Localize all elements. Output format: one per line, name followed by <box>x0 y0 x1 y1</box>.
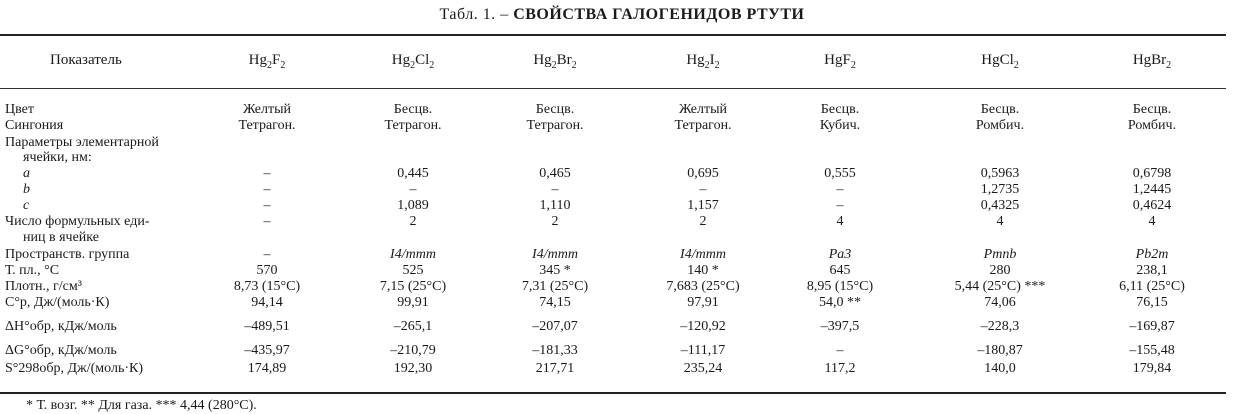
bottom-rule <box>0 392 1226 394</box>
table-cell: –228,3 <box>980 319 1020 334</box>
table-cell: –120,92 <box>680 319 726 334</box>
table-cell: 192,30 <box>393 361 433 376</box>
row-label: C°p, Дж/(моль·К) <box>5 295 110 310</box>
table-cell: 1,157 <box>687 198 719 213</box>
table-cell: 5,44 (25°C) *** <box>954 279 1046 294</box>
table-cell: 4 <box>1148 214 1156 229</box>
table-cell: –155,48 <box>1129 343 1175 358</box>
table-cell: 0,4624 <box>1132 198 1172 213</box>
header-compound-4: $Hg_2I_2$ <box>686 52 720 71</box>
row-label: Число формульных еди- <box>5 214 150 229</box>
table-cell: Тетрагон. <box>238 118 296 133</box>
table-cell: – <box>836 198 844 213</box>
table-cell: 7,15 (25°C) <box>379 279 447 294</box>
table-cell: 74,15 <box>539 295 571 310</box>
table-cell: Ромбич. <box>975 118 1025 133</box>
header-compound-3: $Hg_2Br_2$ <box>533 52 577 71</box>
table-cell: Ромбич. <box>1127 118 1177 133</box>
table-cell: 4 <box>996 214 1004 229</box>
table-cell: – <box>551 182 559 197</box>
footnote: * Т. возг. ** Для газа. *** 4,44 (280°С). <box>26 398 257 413</box>
table-cell: –169,87 <box>1129 319 1175 334</box>
table-cell: –181,33 <box>532 343 578 358</box>
table-cell: –111,17 <box>680 343 726 358</box>
table-number: Табл. 1. <box>439 6 496 23</box>
table-cell: – <box>836 182 844 197</box>
table-cell: I4/mmm <box>532 247 578 262</box>
table-cell: 99,91 <box>397 295 429 310</box>
header-compound-2: $Hg_2Cl_2$ <box>391 52 435 71</box>
row-label: ΔG°обр, кДж/моль <box>5 343 117 358</box>
row-label: Пространств. группа <box>5 247 130 262</box>
table-cell: 1,2735 <box>980 182 1020 197</box>
header-param: Показатель <box>50 52 122 68</box>
table-cell: Тетрагон. <box>674 118 732 133</box>
table-cell: 238,1 <box>1136 263 1168 278</box>
table-cell: 2 <box>551 214 559 229</box>
row-label: c <box>23 198 30 213</box>
table-cell: –397,5 <box>820 319 860 334</box>
table-cell: 525 <box>402 263 424 278</box>
row-label: Параметры элементарной <box>5 135 159 150</box>
table-cell: 280 <box>989 263 1011 278</box>
table-cell: – <box>699 182 707 197</box>
table-cell: 179,84 <box>1132 361 1172 376</box>
table-cell: 1,110 <box>539 198 571 213</box>
header-compound-5: HgF$_2$ <box>824 52 856 71</box>
row-label: Цвет <box>5 102 34 117</box>
table-cell: 4 <box>836 214 844 229</box>
row-label: Т. пл., °С <box>5 263 60 278</box>
table-cell: 0,5963 <box>980 166 1020 181</box>
table-cell: 94,14 <box>251 295 283 310</box>
table-cell: 0,555 <box>824 166 856 181</box>
table-cell: 570 <box>256 263 278 278</box>
table-cell: – <box>836 343 844 358</box>
row-label: S°298обр, Дж/(моль·К) <box>5 361 143 376</box>
table-cell: Pa3 <box>828 247 852 262</box>
table-cell: –207,07 <box>532 319 578 334</box>
table-cell: 217,71 <box>535 361 575 376</box>
table-cell: 0,6798 <box>1132 166 1172 181</box>
table-cell: – <box>263 247 271 262</box>
table-cell: 0,445 <box>397 166 429 181</box>
row-label: Сингония <box>5 118 64 133</box>
table-cell: 140,0 <box>984 361 1016 376</box>
table-cell: 97,91 <box>687 295 719 310</box>
table-cell: 0,4325 <box>980 198 1020 213</box>
table-cell: Кубич. <box>819 118 861 133</box>
table-cell: – <box>263 198 271 213</box>
table-cell: 2 <box>409 214 417 229</box>
table-cell: 1,089 <box>397 198 429 213</box>
table-cell: 76,15 <box>1136 295 1168 310</box>
table-cell: – <box>263 182 271 197</box>
header-compound-1: $Hg_2F_2$ <box>248 52 286 71</box>
table-cell: –265,1 <box>393 319 433 334</box>
table-cell: 235,24 <box>683 361 723 376</box>
table-cell: Pb2m <box>1135 247 1169 262</box>
header-rule <box>0 88 1226 89</box>
row-label: b <box>23 182 30 197</box>
table-cell: 54,0 ** <box>819 295 861 310</box>
table-cell: –210,79 <box>390 343 436 358</box>
row-label: ячейки, нм: <box>23 150 92 165</box>
table-cell: Бесцв. <box>1132 102 1172 117</box>
row-label: Плотн., г/см³ <box>5 279 82 294</box>
header-compound-7: HgBr$_2$ <box>1132 52 1172 71</box>
top-rule <box>0 34 1226 36</box>
table-cell: – <box>409 182 417 197</box>
table-cell: 7,683 (25°C) <box>666 279 740 294</box>
table-cell: 0,465 <box>539 166 571 181</box>
table-cell: Бесцв. <box>820 102 860 117</box>
table-cell: Бесцв. <box>980 102 1020 117</box>
header-compound-6: HgCl$_2$ <box>981 52 1019 71</box>
row-label: ΔH°обр, кДж/моль <box>5 319 117 334</box>
table-cell: Желтый <box>242 102 292 117</box>
table-cell: 6,11 (25°C) <box>1119 279 1185 294</box>
row-label: a <box>23 166 30 181</box>
table-cell: I4/mmm <box>680 247 726 262</box>
table-cell: 8,73 (15°C) <box>233 279 301 294</box>
table-caption: СВОЙСТВА ГАЛОГЕНИДОВ РТУТИ <box>513 6 805 23</box>
table-cell: Тетрагон. <box>384 118 442 133</box>
table-cell: Желтый <box>678 102 728 117</box>
table-cell: Pmnb <box>983 247 1017 262</box>
table-cell: Бесцв. <box>535 102 575 117</box>
table-cell: 7,31 (25°C) <box>521 279 589 294</box>
table-cell: –180,87 <box>977 343 1023 358</box>
table-cell: 345 * <box>539 263 571 278</box>
table-cell: 140 * <box>687 263 719 278</box>
row-label: ниц в ячейке <box>23 230 99 245</box>
table-cell: 2 <box>699 214 707 229</box>
table-cell: –435,97 <box>244 343 290 358</box>
table-cell: – <box>263 166 271 181</box>
table-cell: I4/mmm <box>390 247 436 262</box>
table-cell: 74,06 <box>984 295 1016 310</box>
table-cell: Тетрагон. <box>526 118 584 133</box>
table-cell: –489,51 <box>244 319 290 334</box>
table-cell: 1,2445 <box>1132 182 1172 197</box>
table-cell: 174,89 <box>247 361 287 376</box>
table-cell: 0,695 <box>687 166 719 181</box>
title-dash: – <box>495 6 514 23</box>
table-cell: 645 <box>829 263 851 278</box>
table-title <box>0 6 1244 24</box>
table-cell: – <box>263 214 271 229</box>
table-cell: 8,95 (15°C) <box>806 279 874 294</box>
table-cell: 117,2 <box>824 361 856 376</box>
table-cell: Бесцв. <box>393 102 433 117</box>
